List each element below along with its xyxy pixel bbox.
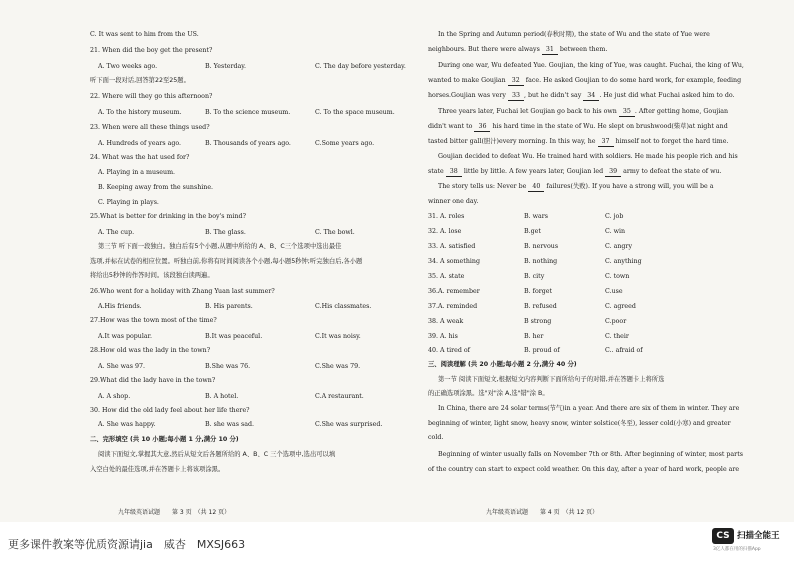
q28-option-b: B.She was 76. bbox=[205, 363, 251, 370]
q29-question: 29.What did the lady have in the town? bbox=[90, 377, 216, 384]
q22-option-b: B. To the science museum. bbox=[205, 109, 291, 116]
section3-instruction-3: 将给出5秒钟的作答时间。该段独白读两遍。 bbox=[90, 272, 214, 279]
part3-instruction-2: 的正确选项涂黑。选"对"涂 A,选"错"涂 B。 bbox=[428, 390, 549, 397]
q24-option-b: B. Keeping away from the sunshine. bbox=[98, 184, 214, 191]
blank-35: 35 bbox=[619, 108, 635, 117]
passage-line-8: tasted bitter gall(胆汁)every morning. In this way, he 37 himself not to forget the hard time. bbox=[428, 138, 729, 145]
q31-option-a: 31. A. roles bbox=[428, 213, 465, 220]
left-page bbox=[0, 0, 412, 522]
q32-option-a: 32. A. lose bbox=[428, 228, 462, 235]
q27-option-c: C.It was noisy. bbox=[315, 333, 361, 340]
q40-option-b: B. proud of bbox=[524, 347, 560, 354]
passage-line-4: wanted to make Goujian 32 face. He asked Goujian to do some hard work, for example, feeding bbox=[428, 77, 742, 84]
q23-option-b: B. Thousands of years ago. bbox=[205, 140, 291, 147]
q27-option-a: A.It was popular. bbox=[98, 333, 152, 340]
q22-option-a: A. To the history museum. bbox=[98, 109, 182, 116]
q28-question: 28.How old was the lady in the town? bbox=[90, 347, 211, 354]
blank-39: 39 bbox=[605, 168, 621, 177]
q30-option-b: B. she was sad. bbox=[205, 421, 255, 428]
q26-option-b: B. His parents. bbox=[205, 303, 253, 310]
blank-37: 37 bbox=[598, 138, 614, 147]
part2-instruction-1: 阅读下面短文,掌握其大意,然后从短文后各题所给的 A、B、C 三个选项中,选出可以填 bbox=[98, 451, 336, 458]
q39-option-c: C. their bbox=[605, 333, 629, 340]
q35-option-a: 35. A. state bbox=[428, 273, 465, 280]
q35-option-b: B. city bbox=[524, 273, 545, 280]
blank-33: 33 bbox=[508, 92, 524, 101]
q34-option-b: B. nothing bbox=[524, 258, 558, 265]
q25-option-c: C. The bowl. bbox=[315, 229, 355, 236]
q21-option-b: B. Yesterday. bbox=[205, 63, 246, 70]
blank-34: 34 bbox=[583, 92, 599, 101]
q34-option-a: 34. A something bbox=[428, 258, 480, 265]
blank-36: 36 bbox=[474, 123, 490, 132]
q40-option-a: 40. A tired of bbox=[428, 347, 470, 354]
q23-question: 23. When were all these things used? bbox=[90, 124, 210, 131]
part3-instruction-1: 第一节 阅读下面短文,根据短文内容判断下面所给句子的对错,并在答题卡上将所选 bbox=[438, 376, 665, 383]
q30-question: 30. How did the old lady feel about her life there? bbox=[90, 407, 250, 414]
blank-32: 32 bbox=[508, 77, 524, 86]
q35-option-c: C. town bbox=[605, 273, 630, 280]
q22-question: 22. Where will they go this afternoon? bbox=[90, 93, 213, 100]
q20-option-c: C. It was sent to him from the US. bbox=[90, 31, 199, 38]
scanner-app-name: 扫描全能王 bbox=[737, 531, 780, 541]
q24-option-a: A. Playing in a museum. bbox=[98, 169, 176, 176]
right-page bbox=[412, 0, 794, 522]
q40-option-c: C.. afraid of bbox=[605, 347, 643, 354]
q38-option-b: B strong bbox=[524, 318, 552, 325]
q32-option-c: C. win bbox=[605, 228, 626, 235]
q31-option-b: B. wars bbox=[524, 213, 549, 220]
q28-option-c: C.She was 79. bbox=[315, 363, 361, 370]
q25-option-a: A. The cup. bbox=[98, 229, 135, 236]
q27-option-b: B.It was peaceful. bbox=[205, 333, 263, 340]
q36-option-c: C.use bbox=[605, 288, 623, 295]
blank-31: 31 bbox=[542, 46, 558, 55]
q25-option-b: B. The glass. bbox=[205, 229, 246, 236]
q26-option-c: C.His classmates. bbox=[315, 303, 372, 310]
q21-option-a: A. Two weeks ago. bbox=[98, 63, 158, 70]
blank-38: 38 bbox=[446, 168, 462, 177]
part2-instruction-2: 入空白处的最佳选项,并在答题卡上将该项涂黑。 bbox=[90, 466, 225, 473]
q23-option-c: C.Some years ago. bbox=[315, 140, 375, 147]
q39-option-b: B. her bbox=[524, 333, 544, 340]
q30-option-c: C.She was surprised. bbox=[315, 421, 383, 428]
passage-line-10: state 38 little by little. A few years later, Goujian led 39 army to defeat the state of wu. bbox=[428, 168, 722, 175]
blank-40: 40 bbox=[528, 183, 544, 192]
q34-option-c: C. anything bbox=[605, 258, 642, 265]
part2-title: 二、完形填空 (共 10 小题;每小题 1 分,满分 10 分) bbox=[90, 436, 239, 443]
q38-option-a: 38. A weak bbox=[428, 318, 464, 325]
q29-option-b: B. A hotel. bbox=[205, 393, 239, 400]
q22-option-c: C. To the space museum. bbox=[315, 109, 395, 116]
passage-line-6: Three years later, Fuchai let Goujian go back to his own 35 . After getting home, Goujian bbox=[438, 108, 729, 115]
q26-option-a: A.His friends. bbox=[98, 303, 142, 310]
q28-option-a: A. She was 97. bbox=[98, 363, 146, 370]
q32-option-b: B.get bbox=[524, 228, 541, 235]
passage-line-12: winner one day. bbox=[428, 198, 479, 205]
q27-question: 27.How was the town most of the time? bbox=[90, 317, 217, 324]
passage-line-5: horses.Goujian was very 33 , but he didn't say 34 . He just did what Fuchai asked him to do. bbox=[428, 92, 735, 99]
passage-line-9: Goujian decided to defeat Wu. He trained hard with soldiers. He made his people rich and his bbox=[438, 153, 738, 160]
q36-option-a: 36.A. remember bbox=[428, 288, 480, 295]
scanner-app-tagline: 3亿人都在用的扫描App bbox=[713, 547, 761, 552]
q24-question: 24. What was the hat used for? bbox=[90, 154, 190, 161]
q21-option-c: C. The day before yesterday. bbox=[315, 63, 406, 70]
q37-option-b: B. refused bbox=[524, 303, 557, 310]
dialog-instruction: 听下面一段对话,回答第22至25题。 bbox=[90, 77, 190, 84]
reading-line-5: of the country can start to expect cold weather. On this day, after a year of hard work, people are bbox=[428, 466, 740, 473]
passage-line-11: The story tells us: Never be 40 failures(失败). If you have a strong will, you will be a bbox=[438, 183, 714, 190]
q25-question: 25.What is better for drinking in the boy's mind? bbox=[90, 213, 246, 220]
page4-footer: 九年级英语试题 第 4 页 （共 12 页） bbox=[486, 509, 599, 516]
reading-line-3: cold. bbox=[428, 434, 444, 441]
reading-line-2: beginning of winter, light snow, heavy snow, winter solstice(冬至), lesser cold(小寒) and greater bbox=[428, 420, 731, 427]
q23-option-a: A. Hundreds of years ago. bbox=[98, 140, 182, 147]
passage-line-2: neighbours. But there were always 31 between them. bbox=[428, 46, 608, 53]
promo-text: 更多课件教案等优质资源请jia 威杏 MXSJ663 bbox=[8, 538, 246, 551]
q33-option-c: C. angry bbox=[605, 243, 633, 250]
camscanner-logo-icon: CS bbox=[712, 528, 734, 544]
q26-question: 26.Who went for a holiday with Zhang Yuan last summer? bbox=[90, 288, 275, 295]
passage-line-3: During one war, Wu defeated Yue. Goujian, the king of Yue, was caught. Fuchai, the king of Wu, bbox=[438, 62, 744, 69]
q39-option-a: 39. A. his bbox=[428, 333, 458, 340]
q29-option-a: A. A shop. bbox=[98, 393, 131, 400]
q30-option-a: A. She was happy. bbox=[98, 421, 156, 428]
q38-option-c: C.poor bbox=[605, 318, 627, 325]
q37-option-c: C. agreed bbox=[605, 303, 636, 310]
q36-option-b: B. forget bbox=[524, 288, 553, 295]
reading-line-1: In China, there are 24 solar terms(节气)in a year. And there are six of them in winter. They are bbox=[438, 405, 740, 412]
part3-title: 三、阅读理解 (共 20 小题;每小题 2 分,满分 40 分) bbox=[428, 361, 577, 368]
q24-option-c: C. Playing in plays. bbox=[98, 199, 159, 206]
page3-footer: 九年级英语试题 第 3 页 （共 12 页） bbox=[118, 509, 231, 516]
q29-option-c: C.A restaurant. bbox=[315, 393, 364, 400]
q37-option-a: 37.A. reminded bbox=[428, 303, 478, 310]
passage-line-7: didn't want to 36 his hard time in the state of Wu. He slept on brushwood(柴草)at night and bbox=[428, 123, 728, 130]
section3-instruction-1: 第三节 听下面一段独白。独白后有5个小题,从题中所给的 A、B、C三个选项中选出最佳 bbox=[98, 243, 342, 250]
section3-instruction-2: 选项,并标在试卷的相应位置。听独白前,你将有时间阅读各个小题,每小题5秒钟;听完独白后,各小题 bbox=[90, 258, 363, 265]
q21-question: 21. When did the boy get the present? bbox=[90, 47, 213, 54]
passage-line-1: In the Spring and Autumn period(春秋时期), the state of Wu and the state of Yue were bbox=[438, 31, 710, 38]
reading-line-4: Beginning of winter usually falls on November 7th or 8th. After beginning of winter, most parts bbox=[438, 451, 743, 458]
q33-option-a: 33. A. satisfied bbox=[428, 243, 476, 250]
q33-option-b: B. nervous bbox=[524, 243, 559, 250]
q31-option-c: C. job bbox=[605, 213, 624, 220]
